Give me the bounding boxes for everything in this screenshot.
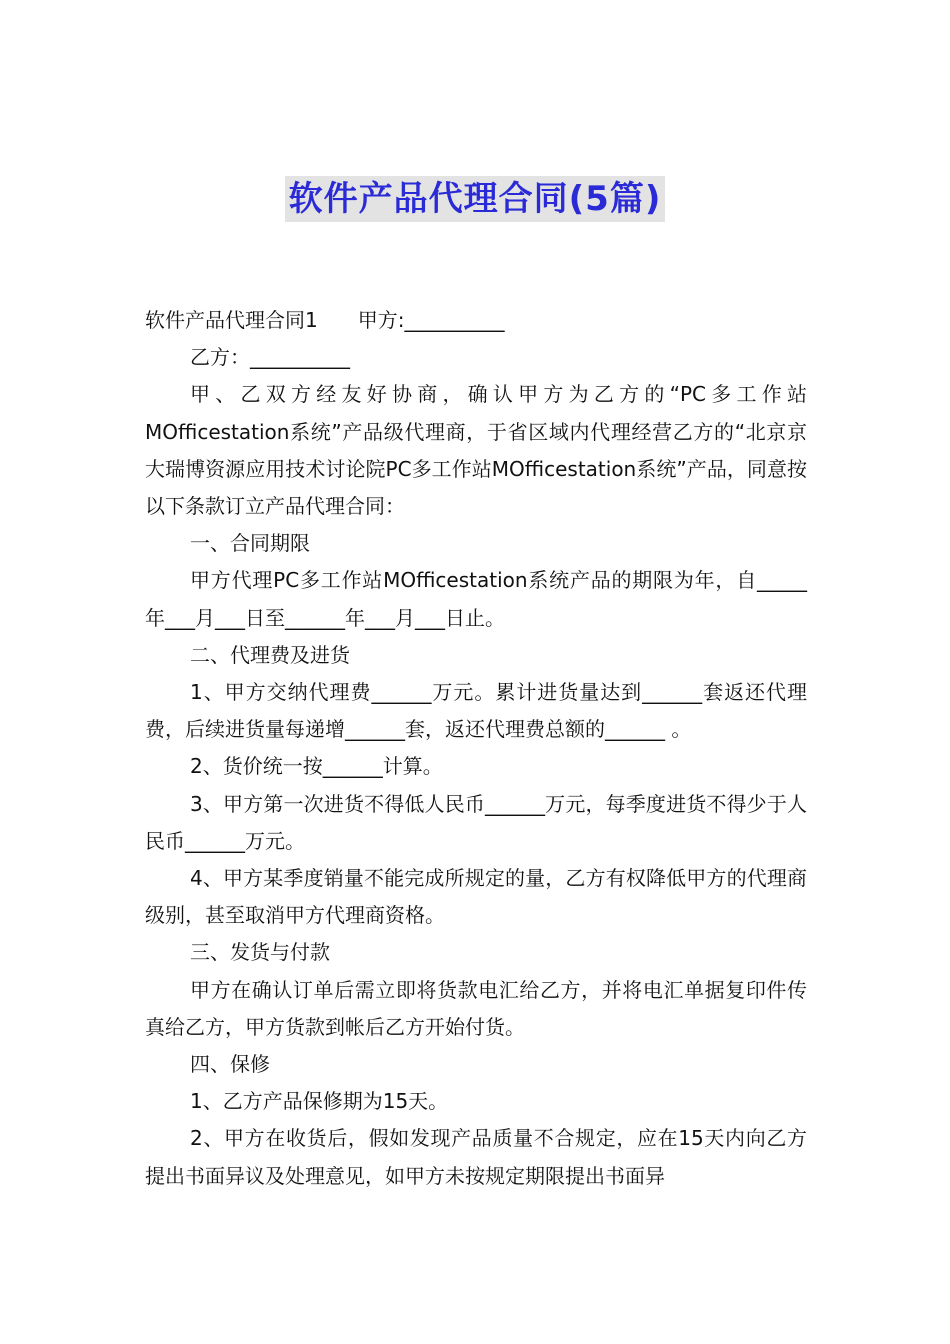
section-heading: 二、代理费及进货: [190, 642, 350, 667]
document-body: [145, 302, 807, 1195]
section-heading: 三、发货与付款: [190, 940, 330, 965]
paragraph: 甲方在确认订单后需立即将货款电汇给乙方，并将电汇单据复印件传真给乙方，甲方货款到帐后乙方开始付货。: [145, 977, 807, 1039]
paragraph-text: 软件产品代理合同1: [145, 308, 318, 332]
paragraph: 2、甲方在收货后，假如发现产品质量不合规定，应在15天内向乙方提出书面异议及处理意见，如甲方未按规定期限提出书面异: [145, 1126, 807, 1188]
paragraph: 2、货价统一按______计算。: [190, 754, 443, 779]
paragraph: 4、甲方某季度销量不能完成所规定的量，乙方有权降低甲方的代理商级别，甚至取消甲方代理商资格。: [145, 866, 807, 928]
paragraph: 3、甲方第一次进货不得低人民币______万元，每季度进货不得少于人民币______万元。: [145, 791, 807, 853]
paragraph: 1、甲方交纳代理费______万元。累计进货量达到______套返还代理费，后续进货量每递增______套，返还代理费总额的______ 。: [145, 680, 807, 742]
title-container: [0, 176, 950, 222]
paragraph: 甲方代理PC多工作站MOfficestation系统产品的期限为年，自_____年___月___日至______年___月___日止。: [145, 568, 807, 630]
section-heading: 一、合同期限: [190, 531, 310, 556]
paragraph: 甲、乙双方经友好协商，确认甲方为乙方的“PC多工作站MOfficestation系统”产品级代理商，于省区域内代理经营乙方的“北京京大瑞博资源应用技术讨论院PC多工作站MOfficestation系统”产品，同意按以下条款订立产品代理合同：: [145, 382, 807, 519]
paragraph-heading: [145, 302, 807, 339]
document-title: 软件产品代理合同(5篇): [285, 176, 666, 222]
party-a-field: 甲方:__________: [357, 308, 505, 332]
section-heading: 四、保修: [190, 1052, 270, 1077]
paragraph: 乙方：__________: [190, 345, 350, 370]
paragraph: 1、乙方产品保修期为15天。: [190, 1089, 449, 1114]
